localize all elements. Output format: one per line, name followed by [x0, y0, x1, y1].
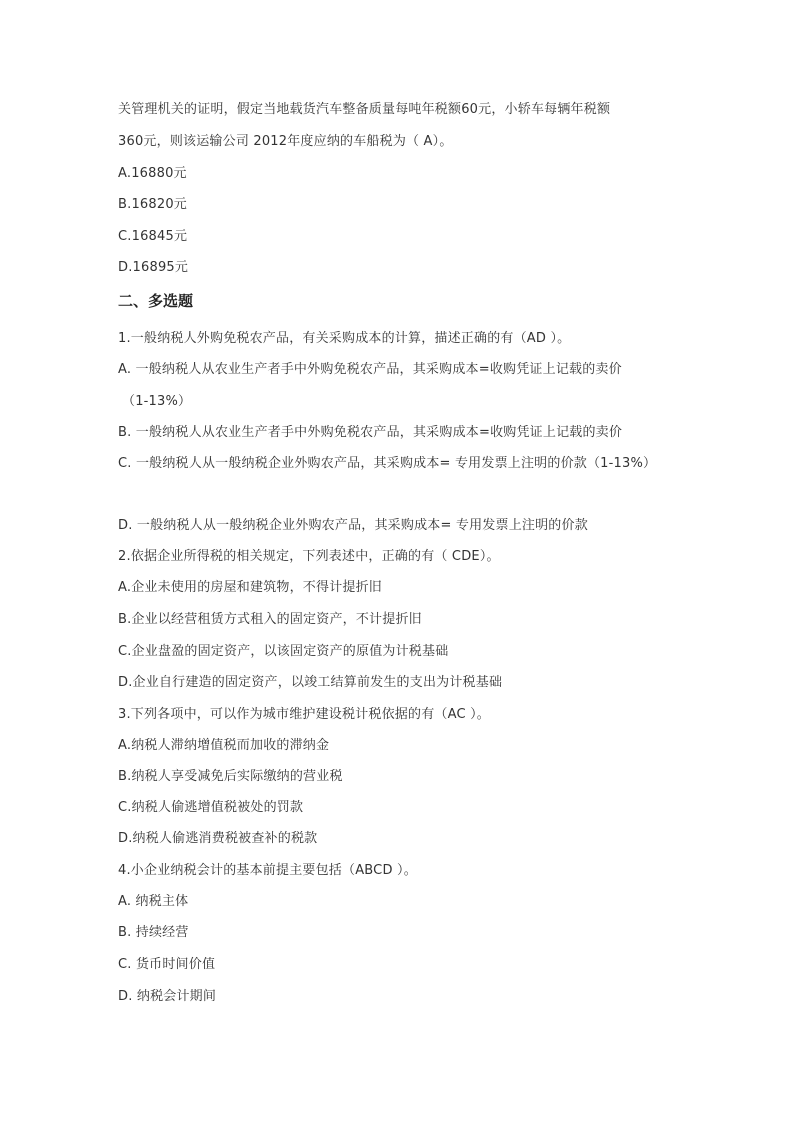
q2-stem: 2.依据企业所得税的相关规定，下列表述中，正确的有（ CDE）。	[118, 549, 500, 564]
q3-option-b: B.纳税人享受减免后实际缴纳的营业税	[118, 769, 343, 784]
q3-stem: 3.下列各项中，可以作为城市维护建设税计税依据的有（AC ）。	[118, 707, 490, 722]
q2-option-c: C.企业盘盈的固定资产，以该固定资产的原值为计税基础	[118, 644, 449, 659]
intro-option-d: D.16895元	[118, 260, 189, 275]
q4-option-c: C. 货币时间价值	[118, 957, 216, 972]
intro-line-1: 关管理机关的证明，假定当地载货汽车整备质量每吨年税额60元，小轿车每辆年税额	[118, 102, 611, 117]
q1-option-a: A. 一般纳税人从农业生产者手中外购免税农产品，其采购成本=收购凭证上记载的卖价	[118, 362, 622, 377]
q1-option-c: C. 一般纳税人从一般纳税企业外购农产品，其采购成本= 专用发票上注明的价款（1-13%）	[118, 456, 657, 471]
intro-option-b: B.16820元	[118, 197, 188, 212]
intro-option-c: C.16845元	[118, 229, 188, 244]
intro-option-a: A.16880元	[118, 166, 187, 181]
q4-option-d: D. 纳税会计期间	[118, 989, 217, 1004]
section-heading: 二、多选题	[118, 292, 194, 310]
q1-option-d: D. 一般纳税人从一般纳税企业外购农产品，其采购成本= 专用发票上注明的价款	[118, 518, 588, 533]
q2-option-d: D.企业自行建造的固定资产，以竣工结算前发生的支出为计税基础	[118, 675, 503, 690]
q3-option-d: D.纳税人偷逃消费税被查补的税款	[118, 831, 318, 846]
q1-option-a-continued: （1-13%）	[122, 394, 192, 409]
q4-stem: 4.小企业纳税会计的基本前提主要包括（ABCD ）。	[118, 863, 417, 878]
q1-stem: 1.一般纳税人外购免税农产品，有关采购成本的计算，描述正确的有（AD ）。	[118, 331, 571, 346]
q3-option-c: C.纳税人偷逃增值税被处的罚款	[118, 800, 304, 815]
intro-line-2: 360元，则该运输公司 2012年度应纳的车船税为（ A）。	[118, 134, 453, 149]
q4-option-b: B. 持续经营	[118, 925, 189, 940]
q4-option-a: A. 纳税主体	[118, 894, 189, 909]
q3-option-a: A.纳税人滞纳增值税而加收的滞纳金	[118, 738, 330, 753]
q2-option-b: B.企业以经营租赁方式租入的固定资产，不计提折旧	[118, 612, 422, 627]
q1-option-b: B. 一般纳税人从农业生产者手中外购免税农产品，其采购成本=收购凭证上记载的卖价	[118, 425, 623, 440]
q2-option-a: A.企业未使用的房屋和建筑物，不得计提折旧	[118, 580, 382, 595]
